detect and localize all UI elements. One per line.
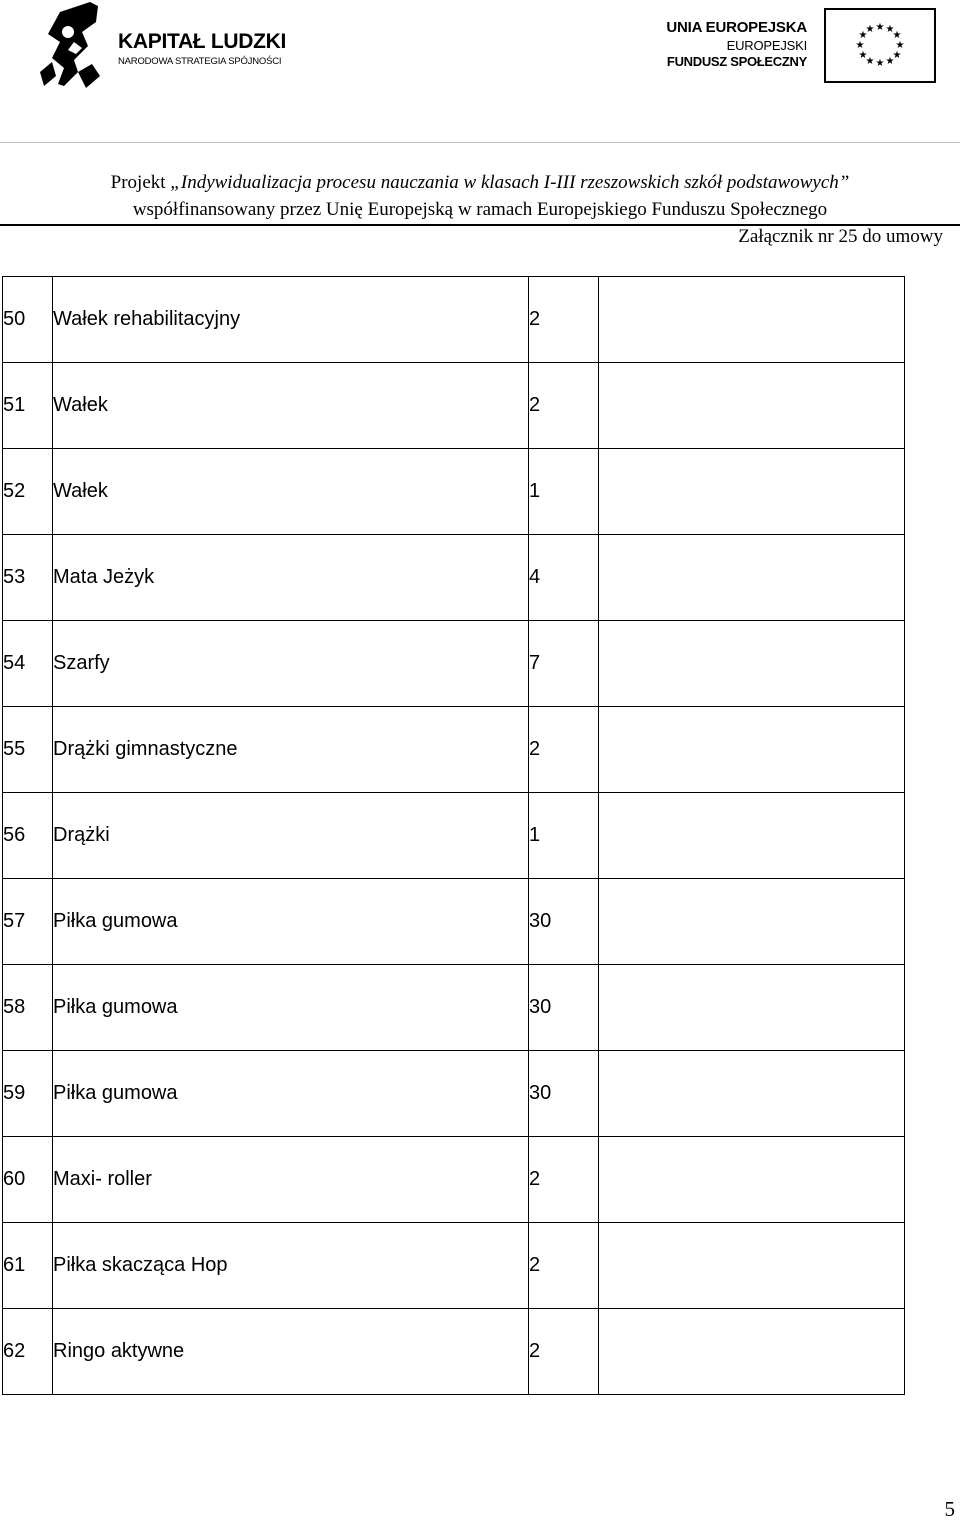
- table-row: [3, 621, 905, 707]
- table-row: [3, 793, 905, 879]
- page-number: 5: [944, 1497, 955, 1521]
- logo-left-subtitle: NARODOWA STRATEGIA SPÓJNOŚCI: [118, 56, 282, 67]
- annex-label: Załącznik nr 25 do umowy: [738, 226, 943, 247]
- row-number: 56: [3, 793, 53, 879]
- item-name: Wałek rehabilitacyjny: [53, 277, 529, 363]
- row-number: 55: [3, 707, 53, 793]
- item-name: Piłka gumowa: [53, 1051, 529, 1137]
- kapital-ludzki-logo: [38, 2, 328, 90]
- table-row: [3, 1223, 905, 1309]
- item-name: Drążki: [53, 793, 529, 879]
- row-number: 62: [3, 1309, 53, 1395]
- svg-text:★: ★: [885, 24, 895, 35]
- table-row: [3, 449, 905, 535]
- row-number: 61: [3, 1223, 53, 1309]
- item-quantity: 1: [529, 793, 599, 879]
- project-prefix: Projekt: [110, 172, 166, 193]
- table-row: [3, 1137, 905, 1223]
- item-quantity: 30: [529, 965, 599, 1051]
- table-row: [3, 1309, 905, 1395]
- logo-right-line2: EUROPEJSKI: [726, 38, 807, 53]
- header-rule-top: [0, 142, 960, 143]
- item-quantity: 30: [529, 879, 599, 965]
- item-name: Wałek: [53, 363, 529, 449]
- item-name: Piłka gumowa: [53, 965, 529, 1051]
- table-row: [3, 1051, 905, 1137]
- table-row: [3, 535, 905, 621]
- item-quantity: 1: [529, 449, 599, 535]
- row-number: 54: [3, 621, 53, 707]
- svg-text:★: ★: [892, 30, 902, 41]
- item-quantity: 2: [529, 1137, 599, 1223]
- item-name: Ringo aktywne: [53, 1309, 529, 1395]
- empty-cell: [599, 793, 905, 879]
- equipment-table-body: [3, 277, 905, 1395]
- table-row: [3, 277, 905, 363]
- empty-cell: [599, 535, 905, 621]
- empty-cell: [599, 277, 905, 363]
- svg-text:★: ★: [865, 24, 875, 35]
- item-quantity: 2: [529, 277, 599, 363]
- eu-social-fund-logo: [654, 6, 939, 84]
- row-number: 51: [3, 363, 53, 449]
- empty-cell: [599, 363, 905, 449]
- item-name: Wałek: [53, 449, 529, 535]
- empty-cell: [599, 1051, 905, 1137]
- empty-cell: [599, 707, 905, 793]
- table-row: [3, 879, 905, 965]
- row-number: 52: [3, 449, 53, 535]
- logo-right-line1: UNIA EUROPEJSKA: [666, 19, 807, 36]
- empty-cell: [599, 1309, 905, 1395]
- empty-cell: [599, 879, 905, 965]
- equipment-table: [2, 276, 905, 1395]
- item-quantity: 30: [529, 1051, 599, 1137]
- item-name: Mata Jeżyk: [53, 535, 529, 621]
- row-number: 59: [3, 1051, 53, 1137]
- item-name: Piłka gumowa: [53, 879, 529, 965]
- empty-cell: [599, 449, 905, 535]
- row-number: 53: [3, 535, 53, 621]
- svg-text:★: ★: [892, 50, 902, 61]
- item-quantity: 4: [529, 535, 599, 621]
- table-row: [3, 363, 905, 449]
- item-name: Szarfy: [53, 621, 529, 707]
- item-name: Piłka skacząca Hop: [53, 1223, 529, 1309]
- item-name: Maxi- roller: [53, 1137, 529, 1223]
- svg-text:★: ★: [885, 56, 895, 67]
- svg-text:★: ★: [865, 56, 875, 67]
- row-number: 58: [3, 965, 53, 1051]
- table-row: [3, 965, 905, 1051]
- svg-text:★: ★: [875, 22, 885, 33]
- table-row: [3, 707, 905, 793]
- svg-text:★: ★: [875, 58, 885, 69]
- svg-text:★: ★: [895, 40, 905, 51]
- svg-text:★: ★: [858, 30, 868, 41]
- item-quantity: 2: [529, 1223, 599, 1309]
- row-number: 57: [3, 879, 53, 965]
- empty-cell: [599, 1137, 905, 1223]
- logo-left-title: KAPITAŁ LUDZKI: [118, 30, 287, 53]
- eu-flag-icon: [824, 8, 936, 83]
- project-title: „Indywidualizacja procesu nauczania w klasach I-III rzeszowskich szkół podstawowych”: [170, 172, 850, 193]
- item-quantity: 2: [529, 1309, 599, 1395]
- item-quantity: 7: [529, 621, 599, 707]
- row-number: 50: [3, 277, 53, 363]
- kapital-ludzki-emblem-icon: [38, 2, 118, 90]
- cofinance-line: współfinansowany przez Unię Europejską w ramach Europejskiego Funduszu Społecznego: [132, 199, 828, 220]
- project-title-line: [0, 172, 960, 194]
- row-number: 60: [3, 1137, 53, 1223]
- item-quantity: 2: [529, 707, 599, 793]
- item-name: Drążki gimnastyczne: [53, 707, 529, 793]
- empty-cell: [599, 1223, 905, 1309]
- svg-text:★: ★: [855, 40, 865, 51]
- svg-text:★: ★: [858, 50, 868, 61]
- empty-cell: [599, 965, 905, 1051]
- empty-cell: [599, 621, 905, 707]
- logo-right-line3: FUNDUSZ SPOŁECZNY: [666, 54, 807, 69]
- item-quantity: 2: [529, 363, 599, 449]
